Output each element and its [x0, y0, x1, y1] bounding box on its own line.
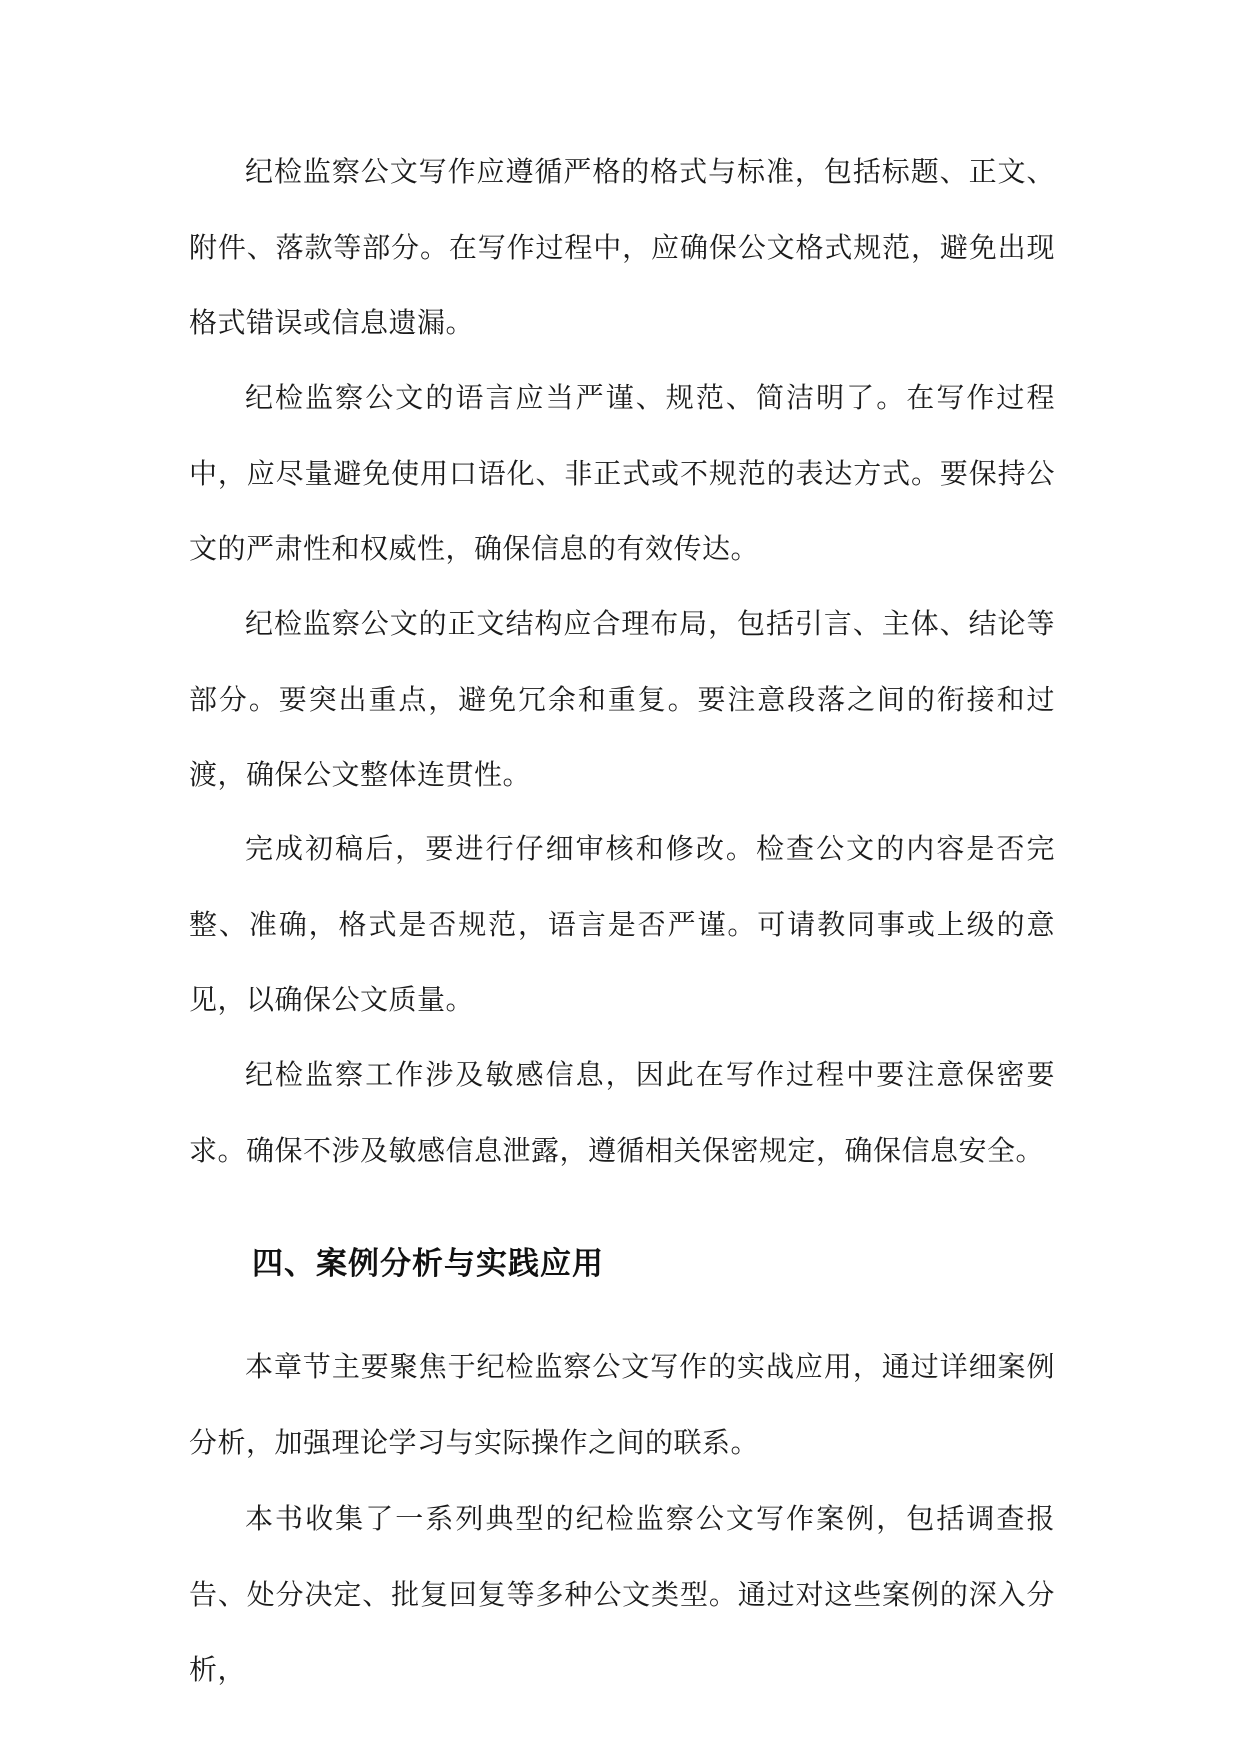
paragraph-body-structure: 纪检监察公文的正文结构应合理布局，包括引言、主体、结论等部分。要突出重点，避免冗余和重复。要注意段落之间的衔接和过渡，确保公文整体连贯性。 — [189, 607, 1055, 791]
paragraph-format-standards: 纪检监察公文写作应遵循严格的格式与标准，包括标题、正文、附件、落款等部分。在写作过程中，应确保公文格式规范，避免出现格式错误或信息遗漏。 — [189, 155, 1055, 339]
paragraph-confidentiality: 纪检监察工作涉及敏感信息，因此在写作过程中要注意保密要求。确保不涉及敏感信息泄露，遵循相关保密规定，确保信息安全。 — [189, 1058, 1055, 1167]
paragraph-language-style: 纪检监察公文的语言应当严谨、规范、简洁明了。在写作过程中，应尽量避免使用口语化、非正式或不规范的表达方式。要保持公文的严肃性和权威性，确保信息的有效传达。 — [189, 381, 1055, 565]
section-heading: 四、案例分析与实践应用 — [252, 1246, 604, 1282]
paragraph-case-collection: 本书收集了一系列典型的纪检监察公文写作案例，包括调查报告、处分决定、批复回复等多种公文类型。通过对这些案例的深入分析， — [189, 1502, 1055, 1686]
paragraph-review-revision: 完成初稿后，要进行仔细审核和修改。检查公文的内容是否完整、准确，格式是否规范，语言是否严谨。可请教同事或上级的意见，以确保公文质量。 — [189, 832, 1055, 1016]
paragraph-chapter-intro: 本章节主要聚焦于纪检监察公文写作的实战应用，通过详细案例分析，加强理论学习与实际操作之间的联系。 — [189, 1350, 1055, 1459]
